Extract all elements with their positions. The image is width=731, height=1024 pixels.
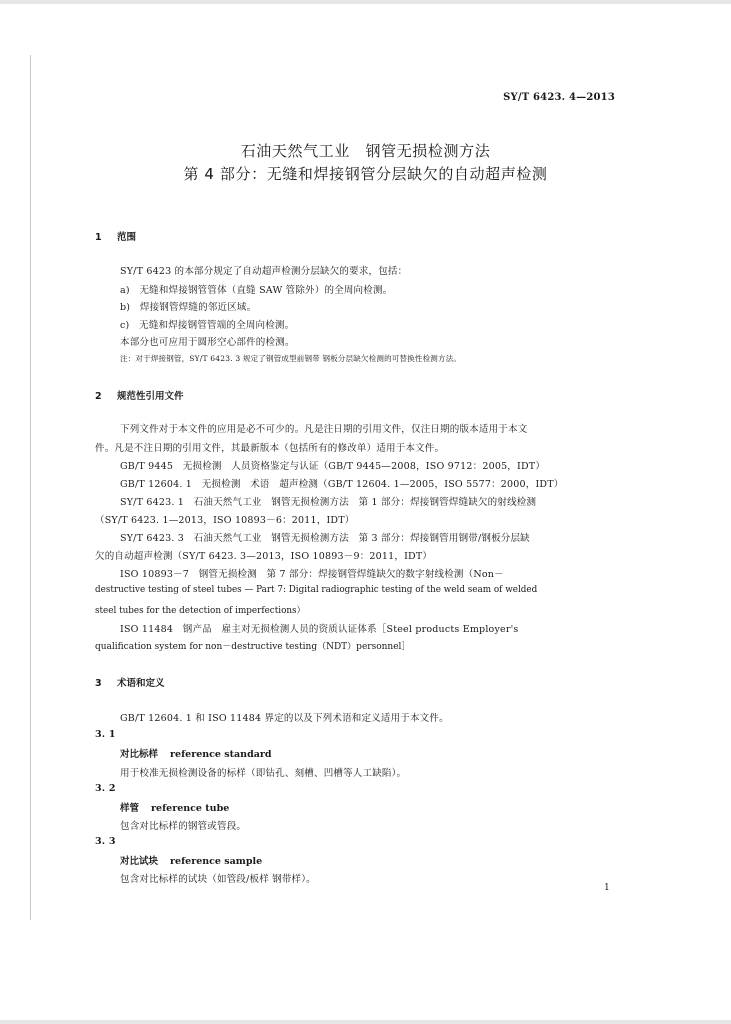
scope-item-a: a) 无缝和焊接钢管管体（直缝 SAW 管除外）的全周向检测。: [120, 285, 393, 296]
standard-code: SY/T 6423. 4—2013: [503, 92, 615, 103]
term-heading: [120, 800, 229, 814]
section-number: 3: [95, 678, 102, 689]
references-line: SY/T 6423. 1 石油天然气工业 钢管无损检测方法 第 1 部分：焊接钢管焊缝缺欠的射线检测: [120, 497, 537, 508]
scope-line: SY/T 6423 的本部分规定了自动超声检测分层缺欠的要求，包括：: [120, 266, 408, 277]
scan-bottom-edge: [0, 1020, 731, 1024]
section-title: 术语和定义: [117, 678, 165, 689]
section-heading-scope: [95, 229, 136, 243]
term-definition: 包含对比标样的试块（如管段/板样 钢带样）。: [120, 874, 316, 885]
references-line: SY/T 6423. 3 石油天然气工业 钢管无损检测方法 第 3 部分：焊接钢管用钢带/钢板分层缺: [120, 533, 530, 544]
term-heading: [120, 746, 272, 760]
term-heading: [120, 853, 262, 867]
term-en: reference tube: [151, 803, 230, 814]
references-line: destructive testing of steel tubes — Part 7: Digital radiographic testing of the weld seam of welded: [95, 585, 538, 595]
section-title: 范围: [117, 232, 137, 243]
references-line: 欠的自动超声检测（SY/T 6423. 3—2013，ISO 10893－9：2011，IDT）: [95, 551, 433, 562]
page-number: 1: [604, 883, 610, 893]
references-line: （SY/T 6423. 1—2013，ISO 10893－6：2011，IDT）: [95, 515, 355, 526]
term-zh: 对比试块: [120, 856, 159, 867]
scope-line: 本部分也可应用于圆形空心部件的检测。: [120, 337, 295, 348]
term-zh: 对比标样: [120, 749, 159, 760]
terms-intro: GB/T 12604. 1 和 ISO 11484 界定的以及下列术语和定义适用于本文件。: [120, 713, 449, 724]
term-number: 3. 1: [95, 729, 116, 740]
references-line: GB/T 12604. 1 无损检测 术语 超声检测（GB/T 12604. 1—2005，ISO 5577：2000，IDT）: [120, 479, 564, 490]
references-line: steel tubes for the detection of imperfections）: [95, 606, 306, 616]
document-subtitle: 第 4 部分：无缝和焊接钢管分层缺欠的自动超声检测: [183, 165, 548, 183]
term-definition: 包含对比标样的钢管或管段。: [120, 821, 247, 832]
term-zh: 样管: [120, 803, 140, 814]
section-heading-references: [95, 388, 184, 402]
section-number: 2: [95, 391, 102, 402]
references-line: ISO 11484 钢产品 雇主对无损检测人员的资质认证体系［Steel products Employer's: [120, 624, 519, 635]
section-heading-terms: [95, 675, 165, 689]
term-en: reference sample: [170, 856, 263, 867]
section-title: 规范性引用文件: [117, 391, 184, 402]
references-line: qualification system for non－destructive testing（NDT）personnel］: [95, 642, 411, 652]
scope-item-b: b) 焊接钢管焊缝的邻近区域。: [120, 302, 257, 313]
references-line: 件。凡是不注日期的引用文件，其最新版本（包括所有的修改单）适用于本文件。: [95, 443, 445, 454]
section-number: 1: [95, 232, 102, 243]
references-line: 下列文件对于本文件的应用是必不可少的。凡是注日期的引用文件，仅注日期的版本适用于本文: [120, 424, 528, 435]
term-definition: 用于校准无损检测设备的标样（即钻孔、刻槽、凹槽等人工缺陷）。: [120, 768, 407, 779]
scan-top-edge: [0, 0, 731, 4]
scan-binding-line: [30, 55, 31, 920]
scope-note: 注：对于焊接钢管，SY/T 6423. 3 规定了钢管成型前钢带 钢板分层缺欠检测的可替换性检测方法。: [120, 354, 462, 363]
references-line: GB/T 9445 无损检测 人员资格鉴定与认证（GB/T 9445—2008，ISO 9712：2005，IDT）: [120, 461, 546, 472]
term-number: 3. 2: [95, 783, 116, 794]
references-line: ISO 10893－7 钢管无损检测 第 7 部分：焊接钢管焊缝缺欠的数字射线检测（Non－: [120, 569, 504, 580]
document-title: 石油天然气工业 钢管无损检测方法: [240, 142, 491, 160]
term-en: reference standard: [170, 749, 272, 760]
term-number: 3. 3: [95, 836, 116, 847]
scope-item-c: c) 无缝和焊接钢管管端的全周向检测。: [120, 320, 295, 331]
